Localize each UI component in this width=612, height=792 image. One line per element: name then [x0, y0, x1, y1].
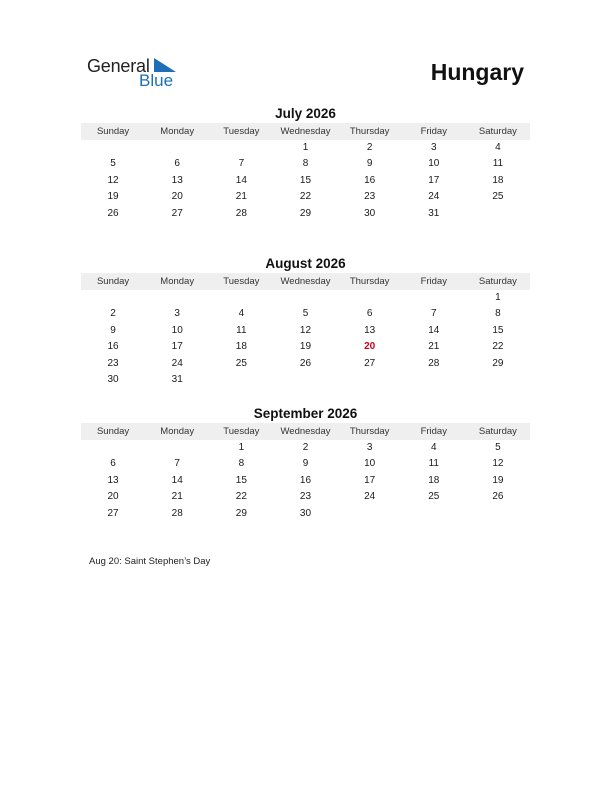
day-cell: 12: [299, 324, 312, 336]
empty-day-cell: [81, 140, 145, 156]
weekday-header-row: [81, 123, 530, 140]
day-cell: 15: [492, 324, 504, 336]
day-cell: 14: [171, 474, 183, 486]
logo-blue-text: Blue: [139, 71, 174, 90]
day-cell: 1: [238, 442, 245, 453]
logo: [87, 56, 187, 92]
week-row: [81, 356, 530, 372]
day-cell: 18: [492, 174, 504, 186]
day-cell: 16: [107, 341, 119, 353]
weekday-header: Thursday: [349, 126, 390, 137]
week-row: [81, 206, 530, 222]
day-cell: 29: [299, 207, 312, 219]
weekday-header: Friday: [420, 426, 447, 437]
day-cell: 22: [299, 191, 312, 203]
empty-day-cell: [402, 372, 466, 388]
month-title: September 2026: [253, 406, 358, 421]
empty-day-cell: [273, 372, 337, 388]
weekday-header: Saturday: [478, 126, 517, 137]
day-cell: 4: [495, 142, 501, 153]
empty-day-cell: [338, 372, 402, 388]
weekday-header: Friday: [420, 276, 447, 287]
weekday-header: Sunday: [96, 426, 130, 437]
day-cell: 17: [364, 474, 376, 486]
day-cell: 29: [235, 507, 247, 519]
day-cell: 13: [171, 174, 183, 186]
day-cell: 28: [428, 357, 440, 369]
empty-day-cell: [466, 506, 530, 522]
day-cell: 19: [492, 474, 504, 486]
week-row: [81, 323, 530, 339]
day-cell: 9: [366, 158, 373, 170]
day-cell: 18: [235, 341, 247, 353]
day-cell: 27: [107, 507, 119, 519]
day-cell: 8: [302, 158, 309, 170]
day-cell: 25: [428, 491, 440, 503]
day-cell: 28: [171, 507, 183, 519]
day-cell: 26: [107, 207, 119, 219]
empty-day-cell: [81, 290, 145, 306]
day-cell: 2: [110, 308, 116, 320]
day-cell: 29: [492, 357, 504, 369]
day-cell: 31: [171, 373, 183, 385]
month-title: July 2026: [275, 106, 336, 121]
weekday-header: Saturday: [478, 426, 517, 437]
day-cell: 13: [364, 324, 376, 336]
month-calendar: [81, 405, 530, 522]
week-row: [81, 489, 530, 505]
week-row: [81, 189, 530, 205]
weekday-header: Sunday: [96, 276, 130, 287]
empty-day-cell: [145, 440, 209, 456]
weekday-header: Wednesday: [280, 126, 331, 137]
day-cell: 6: [174, 158, 180, 170]
weekday-header: Monday: [160, 426, 195, 437]
day-cell: 21: [428, 341, 440, 353]
week-row: [81, 456, 530, 472]
day-cell: 28: [235, 207, 247, 219]
weekday-header: Thursday: [349, 276, 390, 287]
week-row: [81, 506, 530, 522]
empty-day-cell: [338, 290, 402, 306]
day-cell: 15: [299, 174, 312, 186]
day-cell: 11: [492, 158, 504, 170]
day-cell: 2: [302, 442, 309, 453]
weekday-header: Wednesday: [280, 276, 331, 287]
day-cell: 3: [366, 442, 373, 453]
empty-day-cell: [209, 290, 273, 306]
week-row: [81, 473, 530, 489]
day-cell: 7: [238, 158, 245, 170]
day-cell: 5: [495, 442, 501, 453]
day-cell: 1: [495, 292, 501, 303]
day-cell: 25: [492, 191, 504, 203]
week-row: [81, 140, 530, 156]
day-cell: 22: [492, 341, 504, 353]
day-cell: 14: [235, 174, 247, 186]
day-cell: 22: [235, 491, 247, 503]
empty-day-cell: [81, 440, 145, 456]
weekday-header: Thursday: [349, 426, 390, 437]
week-row: [81, 440, 530, 456]
day-cell: 30: [107, 373, 119, 385]
day-cell: 23: [364, 191, 376, 203]
month-calendar: [81, 255, 530, 388]
day-cell: 25: [235, 357, 247, 369]
day-cell: 21: [235, 191, 247, 203]
day-cell: 26: [492, 491, 504, 503]
day-cell: 9: [110, 324, 116, 336]
weekday-header-row: [81, 273, 530, 290]
day-cell: 26: [299, 357, 312, 369]
day-cell: 23: [107, 357, 119, 369]
holiday-note: Aug 20: Saint Stephen’s Day: [89, 556, 211, 567]
week-row: [81, 339, 530, 355]
week-row: [81, 372, 530, 388]
day-cell: 2: [366, 142, 373, 153]
day-cell: 11: [236, 324, 247, 336]
day-cell: 5: [110, 158, 116, 170]
day-cell: 11: [428, 458, 439, 470]
day-cell: 5: [302, 308, 309, 320]
weekday-header: Monday: [160, 276, 195, 287]
day-cell: 24: [364, 491, 376, 503]
empty-day-cell: [466, 206, 530, 222]
day-cell: 24: [171, 357, 183, 369]
day-cell: 20: [107, 491, 119, 503]
month-title: August 2026: [265, 256, 346, 271]
day-cell: 15: [235, 474, 247, 486]
empty-day-cell: [466, 372, 530, 388]
country-title: Hungary: [430, 59, 524, 85]
empty-day-cell: [209, 140, 273, 156]
day-cell: 17: [428, 174, 440, 186]
day-cell: 27: [364, 357, 376, 369]
day-cell: 1: [302, 142, 309, 153]
week-row: [81, 306, 530, 322]
day-cell: 20: [171, 191, 183, 203]
day-cell: 16: [364, 174, 376, 186]
week-row: [81, 290, 530, 306]
day-cell: 30: [299, 507, 312, 519]
day-cell: 14: [428, 324, 440, 336]
weekday-header: Tuesday: [223, 276, 260, 287]
day-cell: 3: [430, 142, 437, 153]
day-cell: 23: [299, 491, 312, 503]
weekday-header: Wednesday: [280, 426, 331, 437]
day-cell: 10: [171, 324, 183, 336]
day-cell: 27: [171, 207, 183, 219]
day-cell: 13: [107, 474, 119, 486]
day-cell: 18: [428, 474, 440, 486]
day-cell: 8: [238, 458, 245, 470]
empty-day-cell: [338, 506, 402, 522]
day-cell: 16: [299, 474, 312, 486]
holiday-day-cell: 20: [364, 341, 376, 353]
weekday-header: Sunday: [96, 126, 130, 137]
day-cell: 7: [430, 308, 437, 320]
empty-day-cell: [402, 506, 466, 522]
empty-day-cell: [402, 290, 466, 306]
logo-general-text: General: [87, 56, 150, 76]
weekday-header: Saturday: [478, 276, 517, 287]
weekday-header: Monday: [160, 126, 195, 137]
day-cell: 19: [107, 191, 119, 203]
week-row: [81, 156, 530, 172]
day-cell: 12: [492, 458, 504, 470]
day-cell: 10: [364, 458, 376, 470]
empty-day-cell: [209, 372, 273, 388]
month-calendar: [81, 105, 530, 222]
empty-day-cell: [145, 290, 209, 306]
day-cell: 31: [428, 207, 440, 219]
day-cell: 4: [238, 308, 245, 320]
day-cell: 19: [299, 341, 312, 353]
empty-day-cell: [273, 290, 337, 306]
day-cell: 10: [428, 158, 440, 170]
weekday-header: Friday: [420, 126, 447, 137]
holiday-notes: [89, 556, 210, 567]
day-cell: 8: [495, 308, 501, 320]
weekday-header: Tuesday: [223, 126, 260, 137]
weekday-header-row: [81, 423, 530, 440]
day-cell: 24: [428, 191, 440, 203]
day-cell: 6: [110, 458, 116, 470]
week-row: [81, 173, 530, 189]
day-cell: 6: [366, 308, 373, 320]
day-cell: 30: [364, 207, 376, 219]
logo-triangle-icon: [154, 58, 176, 72]
day-cell: 17: [171, 341, 183, 353]
weekday-header: Tuesday: [223, 426, 260, 437]
day-cell: 3: [174, 308, 180, 320]
day-cell: 4: [430, 442, 437, 453]
day-cell: 7: [174, 458, 180, 470]
day-cell: 21: [171, 491, 183, 503]
empty-day-cell: [145, 140, 209, 156]
day-cell: 12: [107, 174, 119, 186]
day-cell: 9: [302, 458, 309, 470]
